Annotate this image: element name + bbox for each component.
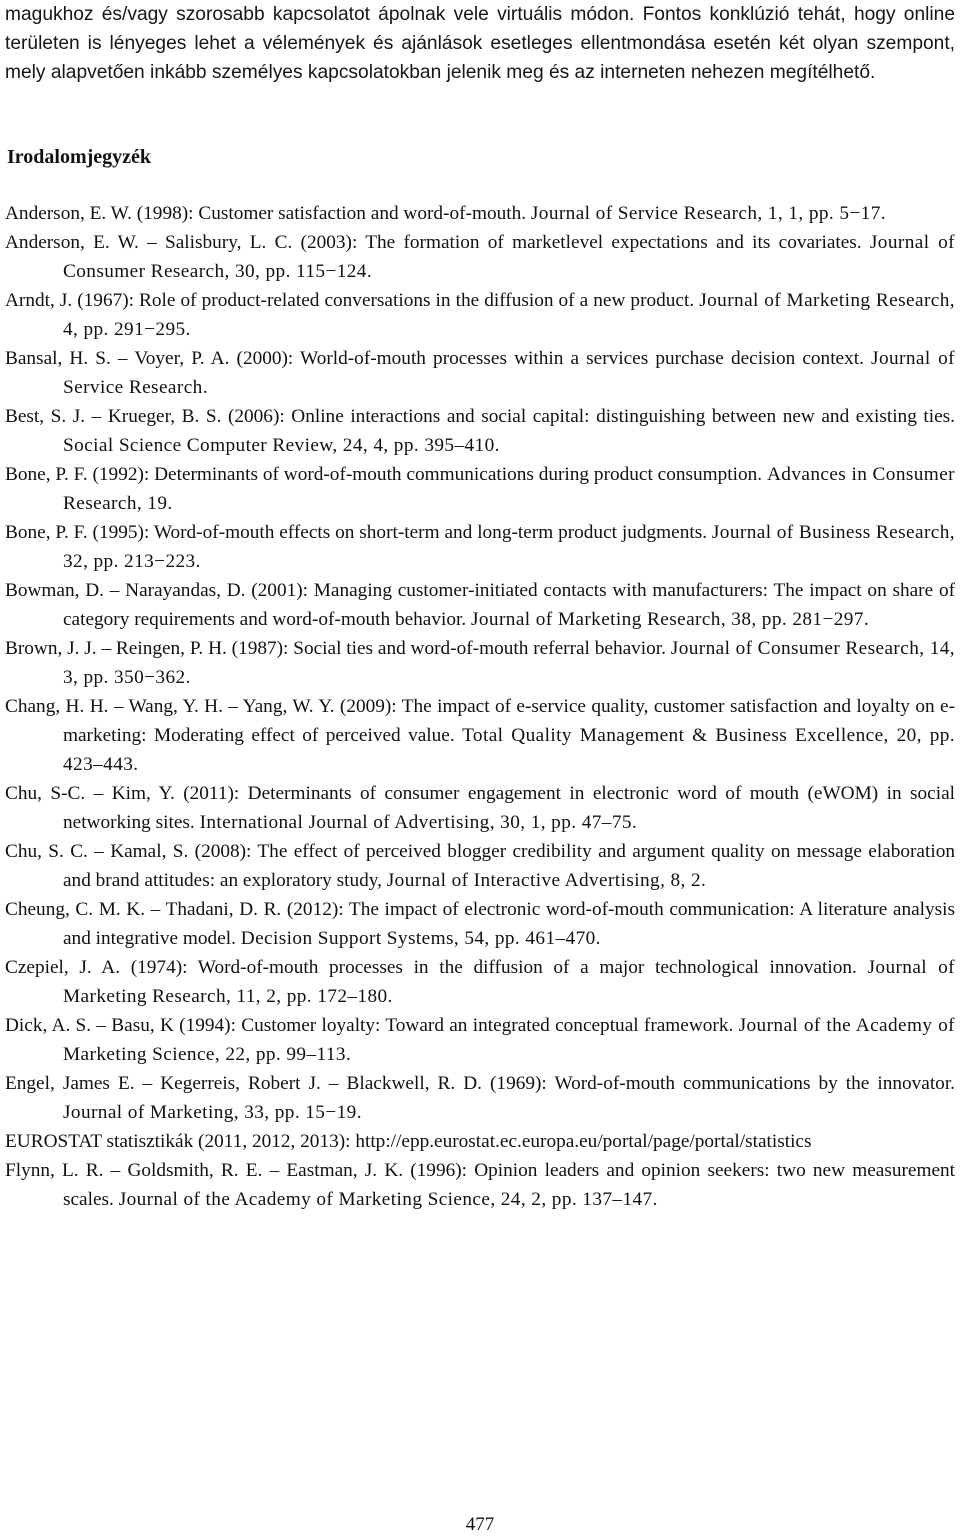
reference-journal: Journal of the Academy of Marketing Science, 22, pp. 99‒113.: [63, 1015, 955, 1065]
reference-item: [5, 286, 955, 344]
reference-journal: Journal of Business Research, 32, pp. 213−223.: [63, 522, 955, 572]
reference-list: [5, 199, 955, 1214]
reference-journal: Journal of Consumer Research, 30, pp. 115−124.: [63, 232, 955, 282]
reference-journal: Journal of the Academy of Marketing Science, 24, 2, pp. 137‒147.: [118, 1189, 658, 1210]
reference-journal: Journal of Marketing Research, 11, 2, pp. 172‒180.: [63, 957, 955, 1007]
reference-text: Anderson, E. W. (1998): Customer satisfaction and word-of-mouth.: [5, 203, 531, 224]
reference-text: Bansal, H. S. ‒ Voyer, P. A. (2000): World-of-mouth processes within a services purchase decision context.: [5, 348, 872, 369]
reference-journal: Journal of Marketing Research, 4, pp. 291−295.: [63, 290, 955, 340]
reference-journal: Journal of Consumer Research, 14, 3, pp. 350−362.: [63, 638, 955, 688]
reference-journal: Decision Support Systems, 54, pp. 461‒470.: [240, 928, 601, 949]
reference-journal: Advances in Consumer Research, 19.: [63, 464, 955, 514]
reference-item: [5, 228, 955, 286]
reference-text: Bone, P. F. (1995): Word-of-mouth effects on short-term and long-term product judgments.: [5, 522, 712, 543]
reference-text: Cheung, C. M. K. ‒ Thadani, D. R. (2012): The impact of electronic word-of-mouth communication: A literature analysis and integrative model.: [5, 899, 955, 949]
reference-item: [5, 692, 955, 779]
reference-journal: Journal of Marketing Research, 38, pp. 281−297.: [470, 609, 870, 630]
reference-text: Anderson, E. W. ‒ Salisbury, L. C. (2003): The formation of marketlevel expectations and its covariates.: [5, 232, 870, 253]
reference-text: Chu, S-C. ‒ Kim, Y. (2011): Determinants of consumer engagement in electronic word of mouth (eWOM) in social networking sites.: [5, 783, 955, 833]
reference-item: [5, 1127, 955, 1156]
reference-item: [5, 1156, 955, 1214]
reference-journal: International Journal of Advertising, 30, 1, pp. 47‒75.: [199, 812, 638, 833]
reference-item: [5, 199, 955, 228]
reference-text: Engel, James E. ‒ Kegerreis, Robert J. ‒ Blackwell, R. D. (1969): Word-of-mouth communications by the innovator.: [5, 1073, 955, 1094]
reference-item: [5, 460, 955, 518]
reference-text: Arndt, J. (1967): Role of product-related conversations in the diffusion of a new product.: [5, 290, 700, 311]
reference-item: [5, 402, 955, 460]
reference-item: [5, 837, 955, 895]
reference-text: EUROSTAT statisztikák (2011, 2012, 2013): http://epp.eurostat.ec.europa.eu/portal/page/portal/statistics: [5, 1131, 812, 1152]
reference-item: [5, 1011, 955, 1069]
reference-item: [5, 518, 955, 576]
reference-item: [5, 1069, 955, 1127]
reference-text: Czepiel, J. A. (1974): Word-of-mouth processes in the diffusion of a major technological innovation.: [5, 957, 868, 978]
page-number: 477: [465, 1514, 495, 1535]
reference-text: Dick, A. S. ‒ Basu, K (1994): Customer loyalty: Toward an integrated conceptual framework.: [5, 1015, 739, 1036]
reference-journal: Journal of Interactive Advertising, 8, 2.: [386, 870, 707, 891]
intro-paragraph: magukhoz és/vagy szorosabb kapcsolatot ápolnak vele virtuális módon. Fontos konklúzió tehát, hogy online területen is lényeges lehet a vélemények és ajánlások esetleges ellentmondása esetén két olyan szempont, mely alapvetően inkább személyes kapcsolatokban jelenik meg és az interneten nehezen megítélhető.: [5, 4, 955, 83]
reference-text: Brown, J. J. ‒ Reingen, P. H. (1987): Social ties and word-of-mouth referral behavior.: [5, 638, 671, 659]
reference-text: Flynn, L. R. ‒ Goldsmith, R. E. ‒ Eastman, J. K. (1996): Opinion leaders and opinion seekers: two new measurement scales.: [5, 1160, 955, 1210]
reference-text: Best, S. J. ‒ Krueger, B. S. (2006): Online interactions and social capital: distinguishing between new and existing ties.: [5, 406, 955, 427]
reference-journal: Journal of Service Research.: [63, 348, 955, 398]
reference-item: [5, 344, 955, 402]
reference-journal: Social Science Computer Review, 24, 4, pp. 395‒410.: [63, 435, 500, 456]
reference-item: [5, 634, 955, 692]
reference-journal: Total Quality Management & Business Excellence, 20, pp. 423‒443.: [63, 725, 955, 775]
reference-item: [5, 576, 955, 634]
reference-text: Chu, S. C. ‒ Kamal, S. (2008): The effect of perceived blogger credibility and argument quality on message elaboration and brand attitudes: an exploratory study,: [5, 841, 955, 891]
reference-item: [5, 779, 955, 837]
reference-journal: Journal of Service Research, 1, 1, pp. 5−17.: [530, 203, 886, 224]
bibliography-heading: Irodalomjegyzék: [7, 146, 152, 168]
reference-text: Bone, P. F. (1992): Determinants of word-of-mouth communications during product consumption.: [5, 464, 767, 485]
reference-text: Chang, H. H. ‒ Wang, Y. H. ‒ Yang, W. Y. (2009): The impact of e-service quality, customer satisfaction and loyalty on e-marketing: Moderating effect of perceived value.: [5, 696, 955, 746]
reference-item: [5, 953, 955, 1011]
reference-text: Bowman, D. ‒ Narayandas, D. (2001): Managing customer-initiated contacts with manufacturers: The impact on share of category requirements and word-of-mouth behavior.: [5, 580, 955, 630]
reference-journal: Journal of Marketing, 33, pp. 15−19.: [63, 1102, 362, 1123]
reference-item: [5, 895, 955, 953]
